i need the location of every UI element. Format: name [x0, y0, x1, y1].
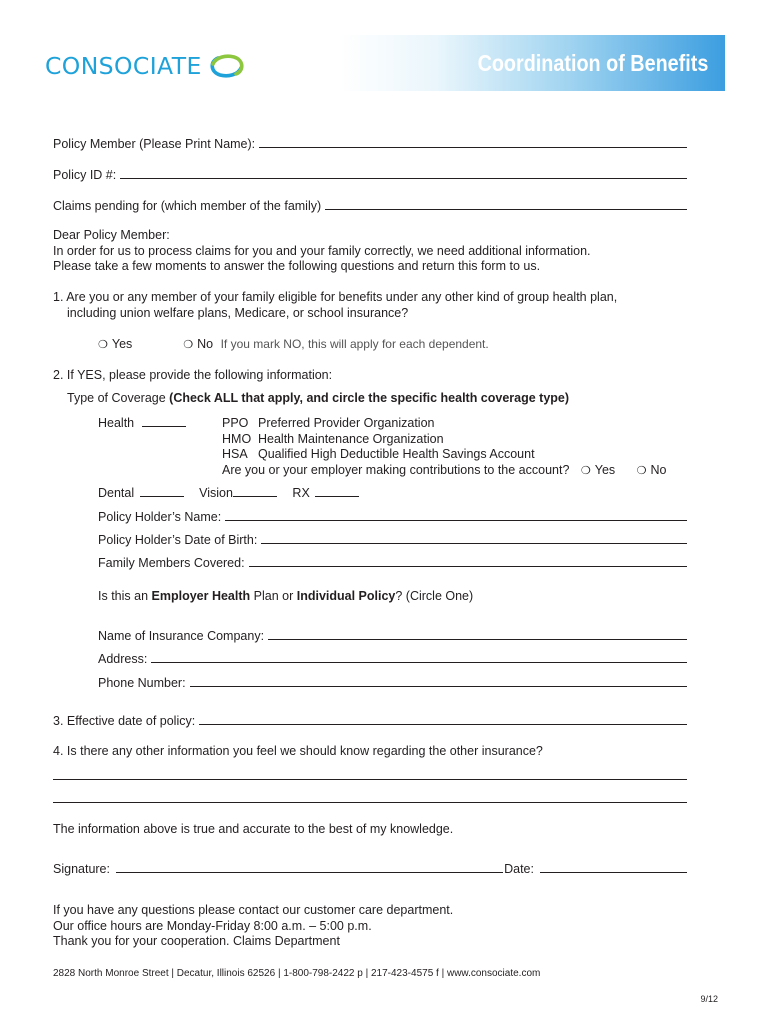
- policy-id-field[interactable]: [53, 166, 687, 182]
- insurance-company-line[interactable]: [268, 639, 687, 640]
- effective-date-field[interactable]: [53, 712, 687, 728]
- health-plan-list: [222, 416, 667, 478]
- health-line[interactable]: [142, 426, 186, 427]
- letter-line-1: In order for us to process claims for you and your family correctly, we need additional information.: [53, 243, 591, 258]
- q4-answer-line-2[interactable]: [53, 802, 687, 803]
- health-label: Health: [98, 416, 135, 430]
- footer-contact: 2828 North Monroe Street | Decatur, Illinois 62526 | 1-800-798-2422 p | 217-423-4575 f | www.consociate.com: [53, 968, 541, 979]
- logo-text: CONSOCIATE: [45, 52, 202, 80]
- rx-label: RX: [292, 486, 310, 500]
- closing-line-2: Our office hours are Monday-Friday 8:00 a.m. – 5:00 p.m.: [53, 918, 372, 933]
- vision-label: Vision: [199, 486, 233, 500]
- policy-id-label: Policy ID #:: [53, 168, 117, 182]
- checkbox-icon[interactable]: ❍: [98, 338, 108, 351]
- closing-line-3: Thank you for your cooperation. Claims Department: [53, 934, 340, 948]
- coverage-type-line: [67, 391, 569, 407]
- checkbox-icon[interactable]: ❍: [183, 338, 194, 351]
- closing-text: [53, 903, 453, 950]
- q1-yes-option[interactable]: ❍ Yes: [98, 337, 133, 351]
- date-line[interactable]: [540, 872, 687, 873]
- letter-greeting: Dear Policy Member:: [53, 228, 170, 242]
- q1-no-option[interactable]: ❍ No: [183, 337, 214, 351]
- plan-option-ppo[interactable]: PPO Preferred Provider Organization: [222, 416, 435, 430]
- insurance-company-field[interactable]: [98, 627, 687, 643]
- letter-body: [53, 228, 591, 275]
- effective-date-line[interactable]: [199, 724, 687, 725]
- checkbox-icon[interactable]: ❍: [580, 463, 591, 477]
- q1-note: If you mark NO, this will apply for each dependent.: [220, 337, 489, 351]
- title-banner: [340, 35, 725, 91]
- health-check[interactable]: [98, 416, 186, 432]
- letter-line-2: Please take a few moments to answer the following questions and return this form to us.: [53, 259, 541, 273]
- insurance-company-label: Name of Insurance Company:: [98, 629, 265, 643]
- dental-label: Dental: [98, 486, 135, 500]
- signature-label: Signature:: [53, 862, 110, 876]
- holder-dob-line[interactable]: [261, 543, 687, 544]
- address-label: Address:: [98, 652, 148, 666]
- other-coverage-line: [98, 486, 359, 502]
- vision-line[interactable]: [233, 496, 277, 497]
- q1-line-2: including union welfare plans, Medicare, or school insurance?: [67, 305, 409, 320]
- plan-type-question: Is this an Employer Health Plan or Individual Policy? (Circle One): [98, 589, 474, 603]
- claims-pending-field[interactable]: [53, 197, 687, 213]
- holder-name-field[interactable]: [98, 508, 687, 524]
- holder-name-label: Policy Holder’s Name:: [98, 510, 222, 524]
- phone-label: Phone Number:: [98, 676, 186, 690]
- claims-pending-line[interactable]: [325, 209, 687, 210]
- plan-option-hsa[interactable]: HSA Qualified High Deductible Health Savings Account: [222, 447, 535, 461]
- family-covered-field[interactable]: [98, 554, 687, 570]
- holder-dob-label: Policy Holder’s Date of Birth:: [98, 533, 258, 547]
- address-line[interactable]: [151, 662, 687, 663]
- dental-line[interactable]: [140, 496, 184, 497]
- phone-field[interactable]: [98, 674, 687, 690]
- phone-line[interactable]: [190, 686, 687, 687]
- signature-row: [53, 860, 687, 876]
- consociate-logo: [45, 52, 246, 80]
- policy-member-field[interactable]: [53, 135, 687, 151]
- coverage-label: Type of Coverage: [67, 391, 166, 405]
- page-code: 9/12: [700, 994, 718, 1004]
- holder-dob-field[interactable]: [98, 531, 687, 547]
- address-field[interactable]: [98, 650, 687, 666]
- q3-label: 3. Effective date of policy:: [53, 714, 196, 728]
- q4-label: 4. Is there any other information you feel we should know regarding the other insurance?: [53, 744, 543, 758]
- question-1: [53, 290, 617, 321]
- coverage-hint: (Check ALL that apply, and circle the specific health coverage type): [169, 391, 570, 405]
- document-title: Coordination of Benefits: [477, 50, 708, 76]
- q1-line-1: 1. Are you or any member of your family eligible for benefits under any other kind of group health plan,: [53, 290, 618, 304]
- signature-line[interactable]: [116, 872, 503, 873]
- claims-pending-label: Claims pending for (which member of the family): [53, 199, 322, 213]
- certification-statement: The information above is true and accurate to the best of my knowledge.: [53, 822, 454, 836]
- family-covered-line[interactable]: [249, 566, 687, 567]
- checkbox-icon[interactable]: ❍: [636, 463, 647, 477]
- contrib-yes-option[interactable]: ❍ Yes: [580, 462, 616, 477]
- employer-health-option[interactable]: Employer Health: [151, 589, 251, 603]
- q2-label: 2. If YES, please provide the following information:: [53, 368, 333, 382]
- policy-id-line[interactable]: [120, 178, 687, 179]
- q4-answer-line-1[interactable]: [53, 779, 687, 780]
- family-covered-label: Family Members Covered:: [98, 556, 245, 570]
- plan-option-hmo[interactable]: HMO Health Maintenance Organization: [222, 431, 444, 446]
- rx-line[interactable]: [315, 496, 359, 497]
- closing-line-1: If you have any questions please contact our customer care department.: [53, 903, 454, 917]
- hsa-contribution-question: Are you or your employer making contributions to the account? ❍ Yes ❍ No: [222, 462, 667, 477]
- date-label: Date:: [504, 862, 534, 876]
- policy-member-label: Policy Member (Please Print Name):: [53, 137, 256, 151]
- holder-name-line[interactable]: [225, 520, 687, 521]
- q1-answers: [98, 337, 489, 353]
- contrib-no-option[interactable]: ❍ No: [636, 462, 667, 477]
- policy-member-line[interactable]: [259, 147, 687, 148]
- logo-swirl-icon: [208, 53, 246, 79]
- individual-policy-option[interactable]: Individual Policy: [296, 589, 396, 603]
